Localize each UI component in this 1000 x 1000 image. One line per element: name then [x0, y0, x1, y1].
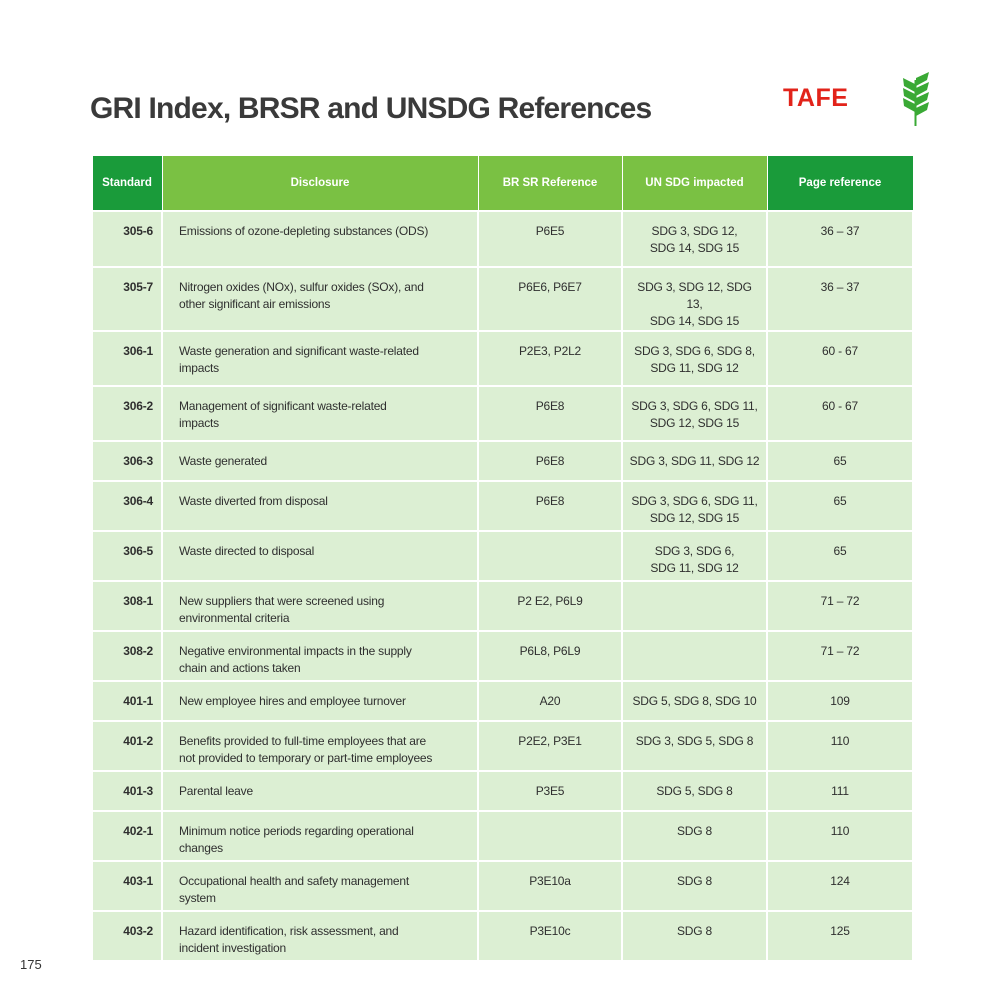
cell-unsdg-impacted: SDG 3, SDG 5, SDG 8 [622, 721, 767, 771]
cell-standard: 308-1 [92, 581, 162, 631]
cell-brsr-reference: P3E5 [478, 771, 622, 811]
cell-unsdg-impacted: SDG 3, SDG 11, SDG 12 [622, 441, 767, 481]
cell-disclosure: Negative environmental impacts in the supply chain and actions taken [162, 631, 478, 681]
cell-brsr-reference: P2 E2, P6L9 [478, 581, 622, 631]
cell-page-reference: 71 – 72 [767, 631, 913, 681]
cell-page-reference: 125 [767, 911, 913, 961]
cell-brsr-reference: P2E3, P2L2 [478, 331, 622, 386]
table-row [92, 481, 913, 531]
cell-page-reference: 36 – 37 [767, 267, 913, 331]
cell-standard: 403-1 [92, 861, 162, 911]
header-disclosure: Disclosure [162, 156, 478, 212]
cell-brsr-reference: P3E10c [478, 911, 622, 961]
cell-brsr-reference [478, 811, 622, 861]
cell-standard: 306-5 [92, 531, 162, 581]
cell-brsr-reference: P2E2, P3E1 [478, 721, 622, 771]
cell-unsdg-impacted: SDG 5, SDG 8, SDG 10 [622, 681, 767, 721]
cell-disclosure: Waste generated [162, 441, 478, 481]
cell-standard: 306-3 [92, 441, 162, 481]
cell-page-reference: 36 – 37 [767, 211, 913, 267]
table-row [92, 441, 913, 481]
cell-disclosure: New employee hires and employee turnover [162, 681, 478, 721]
header-unsdg-impacted: UN SDG impacted [622, 156, 767, 212]
table-row [92, 811, 913, 861]
cell-brsr-reference: P6E8 [478, 386, 622, 441]
cell-disclosure: Waste generation and significant waste-related impacts [162, 331, 478, 386]
table-row [92, 911, 913, 961]
cell-page-reference: 124 [767, 861, 913, 911]
table-header-row [92, 156, 913, 212]
cell-page-reference: 65 [767, 531, 913, 581]
cell-standard: 401-1 [92, 681, 162, 721]
table-row [92, 267, 913, 331]
page-number: 175 [20, 957, 42, 972]
cell-unsdg-impacted: SDG 8 [622, 811, 767, 861]
table-body [92, 211, 913, 961]
cell-page-reference: 109 [767, 681, 913, 721]
table-row [92, 861, 913, 911]
cell-page-reference: 110 [767, 811, 913, 861]
table-row [92, 386, 913, 441]
cell-page-reference: 65 [767, 481, 913, 531]
cell-disclosure: Parental leave [162, 771, 478, 811]
cell-unsdg-impacted: SDG 3, SDG 12, SDG 13, SDG 14, SDG 15 [622, 267, 767, 331]
cell-brsr-reference: P6L8, P6L9 [478, 631, 622, 681]
cell-disclosure: Emissions of ozone-depleting substances (ODS) [162, 211, 478, 267]
cell-disclosure: Waste directed to disposal [162, 531, 478, 581]
cell-brsr-reference [478, 531, 622, 581]
cell-disclosure: Management of significant waste-related impacts [162, 386, 478, 441]
tafe-logo [783, 70, 933, 128]
table-row [92, 631, 913, 681]
cell-unsdg-impacted: SDG 3, SDG 6, SDG 8, SDG 11, SDG 12 [622, 331, 767, 386]
header-standard: Standard [92, 156, 162, 212]
cell-unsdg-impacted: SDG 3, SDG 12, SDG 14, SDG 15 [622, 211, 767, 267]
cell-page-reference: 60 - 67 [767, 331, 913, 386]
cell-unsdg-impacted [622, 631, 767, 681]
table-row [92, 331, 913, 386]
table-row [92, 681, 913, 721]
cell-standard: 306-2 [92, 386, 162, 441]
table-row [92, 581, 913, 631]
table-row [92, 211, 913, 267]
cell-brsr-reference: P6E8 [478, 441, 622, 481]
cell-standard: 306-1 [92, 331, 162, 386]
cell-standard: 402-1 [92, 811, 162, 861]
gri-reference-table [91, 155, 914, 962]
cell-page-reference: 65 [767, 441, 913, 481]
cell-unsdg-impacted [622, 581, 767, 631]
wheat-leaf-icon [899, 70, 933, 128]
header-page-reference: Page reference [767, 156, 913, 212]
cell-unsdg-impacted: SDG 3, SDG 6, SDG 11, SDG 12, SDG 15 [622, 386, 767, 441]
cell-standard: 403-2 [92, 911, 162, 961]
table-row [92, 721, 913, 771]
cell-disclosure: Nitrogen oxides (NOx), sulfur oxides (SOx), and other significant air emissions [162, 267, 478, 331]
cell-brsr-reference: P6E8 [478, 481, 622, 531]
cell-brsr-reference: P6E5 [478, 211, 622, 267]
page-title: GRI Index, BRSR and UNSDG References [90, 92, 652, 125]
cell-standard: 305-7 [92, 267, 162, 331]
cell-brsr-reference: P3E10a [478, 861, 622, 911]
cell-page-reference: 110 [767, 721, 913, 771]
cell-brsr-reference: A20 [478, 681, 622, 721]
cell-unsdg-impacted: SDG 5, SDG 8 [622, 771, 767, 811]
cell-disclosure: Waste diverted from disposal [162, 481, 478, 531]
cell-disclosure: New suppliers that were screened using environmental criteria [162, 581, 478, 631]
table-row [92, 531, 913, 581]
cell-standard: 401-3 [92, 771, 162, 811]
cell-standard: 401-2 [92, 721, 162, 771]
cell-unsdg-impacted: SDG 8 [622, 911, 767, 961]
cell-standard: 308-2 [92, 631, 162, 681]
cell-standard: 305-6 [92, 211, 162, 267]
cell-disclosure: Benefits provided to full-time employees that are not provided to temporary or part-time employees [162, 721, 478, 771]
cell-brsr-reference: P6E6, P6E7 [478, 267, 622, 331]
cell-disclosure: Occupational health and safety management system [162, 861, 478, 911]
cell-standard: 306-4 [92, 481, 162, 531]
cell-disclosure: Hazard identification, risk assessment, and incident investigation [162, 911, 478, 961]
table-row [92, 771, 913, 811]
cell-page-reference: 60 - 67 [767, 386, 913, 441]
logo-text: TAFE [783, 84, 849, 112]
cell-unsdg-impacted: SDG 3, SDG 6, SDG 11, SDG 12 [622, 531, 767, 581]
cell-page-reference: 71 – 72 [767, 581, 913, 631]
header-brsr-reference: BR SR Reference [478, 156, 622, 212]
cell-page-reference: 111 [767, 771, 913, 811]
cell-disclosure: Minimum notice periods regarding operational changes [162, 811, 478, 861]
cell-unsdg-impacted: SDG 8 [622, 861, 767, 911]
cell-unsdg-impacted: SDG 3, SDG 6, SDG 11, SDG 12, SDG 15 [622, 481, 767, 531]
